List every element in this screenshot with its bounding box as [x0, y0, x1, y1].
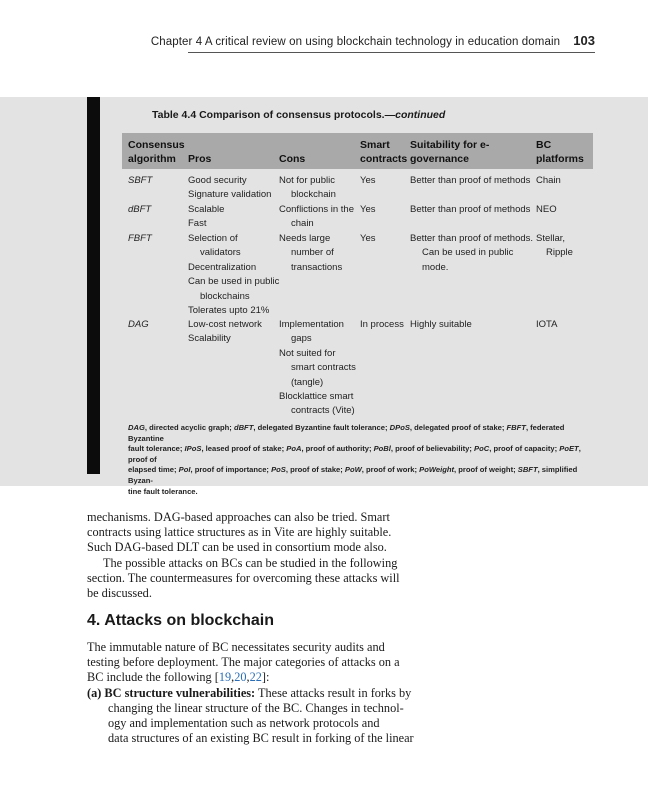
- def: , simplified Byzan-: [128, 465, 578, 485]
- citation-link[interactable]: 22: [249, 670, 262, 685]
- def: , proof of capacity;: [489, 444, 560, 454]
- def: , federated Byzantine: [128, 423, 565, 443]
- text-fragment: ]:: [261, 670, 270, 685]
- cell-line: Not suited for: [279, 347, 336, 359]
- row-fbft-platforms: [536, 232, 573, 261]
- text-line: BC include the following [19,20,22]:: [87, 670, 270, 685]
- abbr: PoET: [559, 444, 579, 454]
- header-rule: [188, 52, 595, 53]
- cell-line: Ripple: [546, 247, 573, 259]
- row-sbft-suitability: [410, 174, 530, 188]
- def: , proof of believability;: [390, 444, 475, 454]
- cell-line: validators: [200, 247, 241, 259]
- abbr: PoC: [474, 444, 490, 454]
- row-fbft-algorithm: FBFT: [128, 233, 152, 244]
- def: fault tolerance;: [128, 444, 185, 454]
- header-suitability-line: governance: [410, 153, 469, 165]
- text-line: ogy and implementation such as network protocols and: [108, 716, 380, 731]
- cell-line: Not for public: [279, 175, 335, 186]
- paragraph-1: [87, 510, 440, 556]
- cell-line: Scalable: [188, 204, 225, 215]
- header-smart-line: Smart: [360, 139, 390, 151]
- def: , leased proof of stake;: [201, 444, 287, 454]
- cell-line: Needs large: [279, 233, 331, 244]
- cell-line: Blocklattice smart: [279, 391, 354, 403]
- row-dag-algorithm: DAG: [128, 319, 149, 330]
- cell-line: Better than proof of methods: [410, 204, 531, 215]
- text-line: section. The countermeasures for overcoming these attacks will: [87, 570, 400, 585]
- header-platforms-line: BC: [536, 139, 552, 151]
- row-sbft-pros: [188, 174, 271, 203]
- header-suitability: [410, 138, 489, 166]
- citation-link[interactable]: 20: [234, 670, 247, 685]
- header-cons: Cons: [279, 153, 306, 165]
- header-algorithm-line: algorithm: [128, 153, 176, 165]
- row-fbft-cons: [279, 232, 342, 275]
- cell-line: Conflictions in the: [279, 204, 354, 215]
- cell-line: Can be used in public: [422, 247, 514, 259]
- def: , proof of authority;: [301, 444, 374, 454]
- abbr: IPoS: [184, 444, 202, 454]
- footnote-line: [128, 487, 590, 498]
- table-caption-title: Table 4.4 Comparison of consensus protocols.—: [152, 109, 396, 121]
- cell-line: Good security: [188, 175, 247, 186]
- header-platforms: [536, 138, 584, 166]
- cell-line: Scalability: [188, 333, 231, 345]
- abbr: DAG: [128, 423, 145, 432]
- row-sbft-cons: [279, 174, 336, 203]
- chapter-title: Chapter 4 A critical review on using blockchain technology in education domain: [150, 36, 561, 48]
- cell-line: Low-cost network: [188, 319, 262, 330]
- header-smart-line: contracts: [360, 153, 408, 165]
- text-line: The immutable nature of BC necessitates security audits and: [87, 640, 385, 654]
- section-heading: 4. Attacks on blockchain: [87, 612, 275, 629]
- header-algorithm: [128, 138, 185, 166]
- citation-link[interactable]: 19: [218, 670, 232, 685]
- abbr: PoW: [344, 465, 362, 475]
- row-dbft-smart: Yes: [360, 204, 376, 215]
- abbr: PoBl: [373, 444, 391, 454]
- cell-line: Can be used in public: [188, 276, 280, 288]
- cell-line: Implementation: [279, 319, 344, 330]
- cell-line: IOTA: [536, 319, 558, 330]
- cell-line: Selection of: [188, 233, 238, 244]
- row-fbft-smart: Yes: [360, 233, 376, 244]
- footnote-line: [128, 444, 590, 465]
- cell-line: gaps: [291, 333, 312, 345]
- text-line: The possible attacks on BCs can be studied in the following: [103, 555, 398, 570]
- header-smart-contracts: [360, 138, 407, 166]
- row-dag-smart: In process: [360, 319, 404, 330]
- list-item-a: [87, 686, 440, 701]
- text-fragment: BC include the following [: [87, 670, 219, 685]
- cell-line: (tangle): [291, 376, 324, 388]
- cell-line: smart contracts: [291, 362, 356, 374]
- cell-line: Tolerates upto 21%: [188, 305, 270, 317]
- def: elapsed time;: [128, 465, 179, 475]
- cell-line: Better than proof of methods.: [410, 233, 534, 244]
- abbr: PoA: [286, 444, 302, 454]
- row-dbft-algorithm: dBFT: [128, 204, 152, 215]
- table-side-bar: [87, 97, 100, 474]
- text-line: contracts using lattice structures as in Vite are highly suitable.: [87, 525, 392, 540]
- cell-line: Highly suitable: [410, 319, 472, 330]
- text-line: changing the linear structure of the BC. Changes in technol-: [108, 700, 404, 715]
- cell-line: contracts (Vite): [291, 405, 355, 417]
- row-dbft-pros: [188, 203, 224, 232]
- header-algorithm-line: Consensus: [128, 139, 185, 151]
- header-suitability-line: Suitability for e-: [410, 139, 490, 151]
- row-sbft-algorithm: SBFT: [128, 175, 153, 186]
- cell-line: blockchain: [291, 189, 336, 201]
- row-dag-suitability: [410, 318, 472, 332]
- cell-line: number of: [291, 247, 334, 259]
- abbr: PoS: [271, 465, 286, 475]
- def: tine fault tolerance.: [128, 486, 198, 496]
- table-caption-continued: continued: [395, 109, 446, 121]
- row-fbft-pros: [188, 232, 279, 318]
- def: , proof of: [128, 444, 581, 464]
- row-dbft-suitability: [410, 203, 530, 217]
- abbr: PoWeight: [419, 465, 455, 475]
- text-line: Such DAG-based DLT can be used in consortium mode also.: [87, 540, 387, 555]
- abbr: FBFT: [506, 423, 526, 432]
- cell-line: chain: [291, 218, 314, 230]
- table-footnote: [128, 423, 590, 497]
- cell-line: Fast: [188, 218, 207, 230]
- text-fragment: These attacks result in forks by: [255, 685, 412, 700]
- abbr: DPoS: [389, 423, 410, 432]
- def: , proof of work;: [361, 465, 420, 475]
- paragraph-3: [87, 640, 440, 746]
- text-line: data structures of an existing BC result in forking of the linear: [108, 731, 414, 746]
- cell-line: NEO: [536, 204, 557, 215]
- def: , proof of importance;: [190, 465, 272, 475]
- cell-line: blockchains: [200, 290, 250, 302]
- page-number: 103: [573, 33, 595, 48]
- def: , delegated proof of stake;: [409, 423, 507, 432]
- running-head: [0, 33, 595, 48]
- def: , proof of stake;: [285, 465, 345, 475]
- row-dbft-platforms: [536, 203, 557, 217]
- paragraph-2: [87, 556, 440, 602]
- header-platforms-line: platforms: [536, 153, 584, 165]
- footnote-line: [128, 423, 590, 444]
- cell-line: Stellar,: [536, 233, 566, 244]
- row-dag-pros: [188, 318, 262, 347]
- def: , delegated Byzantine fault tolerance;: [253, 423, 390, 432]
- text-line: be discussed.: [87, 585, 152, 600]
- table-caption: [152, 109, 445, 121]
- cell-line: Chain: [536, 175, 561, 186]
- abbr: PoI: [178, 465, 191, 475]
- row-dbft-cons: [279, 203, 354, 232]
- text-line: testing before deployment. The major categories of attacks on a: [87, 655, 400, 670]
- cell-line: mode.: [422, 261, 449, 273]
- def: , proof of weight;: [454, 465, 518, 475]
- row-sbft-platforms: [536, 174, 561, 188]
- row-dag-platforms: [536, 318, 557, 332]
- row-fbft-suitability: [410, 232, 533, 275]
- row-sbft-smart: Yes: [360, 175, 376, 186]
- list-item-label: (a) BC structure vulnerabilities:: [87, 685, 256, 700]
- cell-line: Decentralization: [188, 261, 257, 273]
- abbr: SBFT: [517, 465, 538, 475]
- cell-line: Signature validation: [188, 189, 272, 201]
- def: , directed acyclic graph;: [144, 423, 234, 432]
- row-dag-cons: [279, 318, 356, 419]
- abbr: dBFT: [233, 423, 254, 432]
- cell-line: transactions: [291, 261, 343, 273]
- text-line: mechanisms. DAG-based approaches can also be tried. Smart: [87, 510, 390, 524]
- header-pros: Pros: [188, 153, 212, 165]
- cell-line: Better than proof of methods: [410, 175, 531, 186]
- footnote-line: [128, 465, 590, 486]
